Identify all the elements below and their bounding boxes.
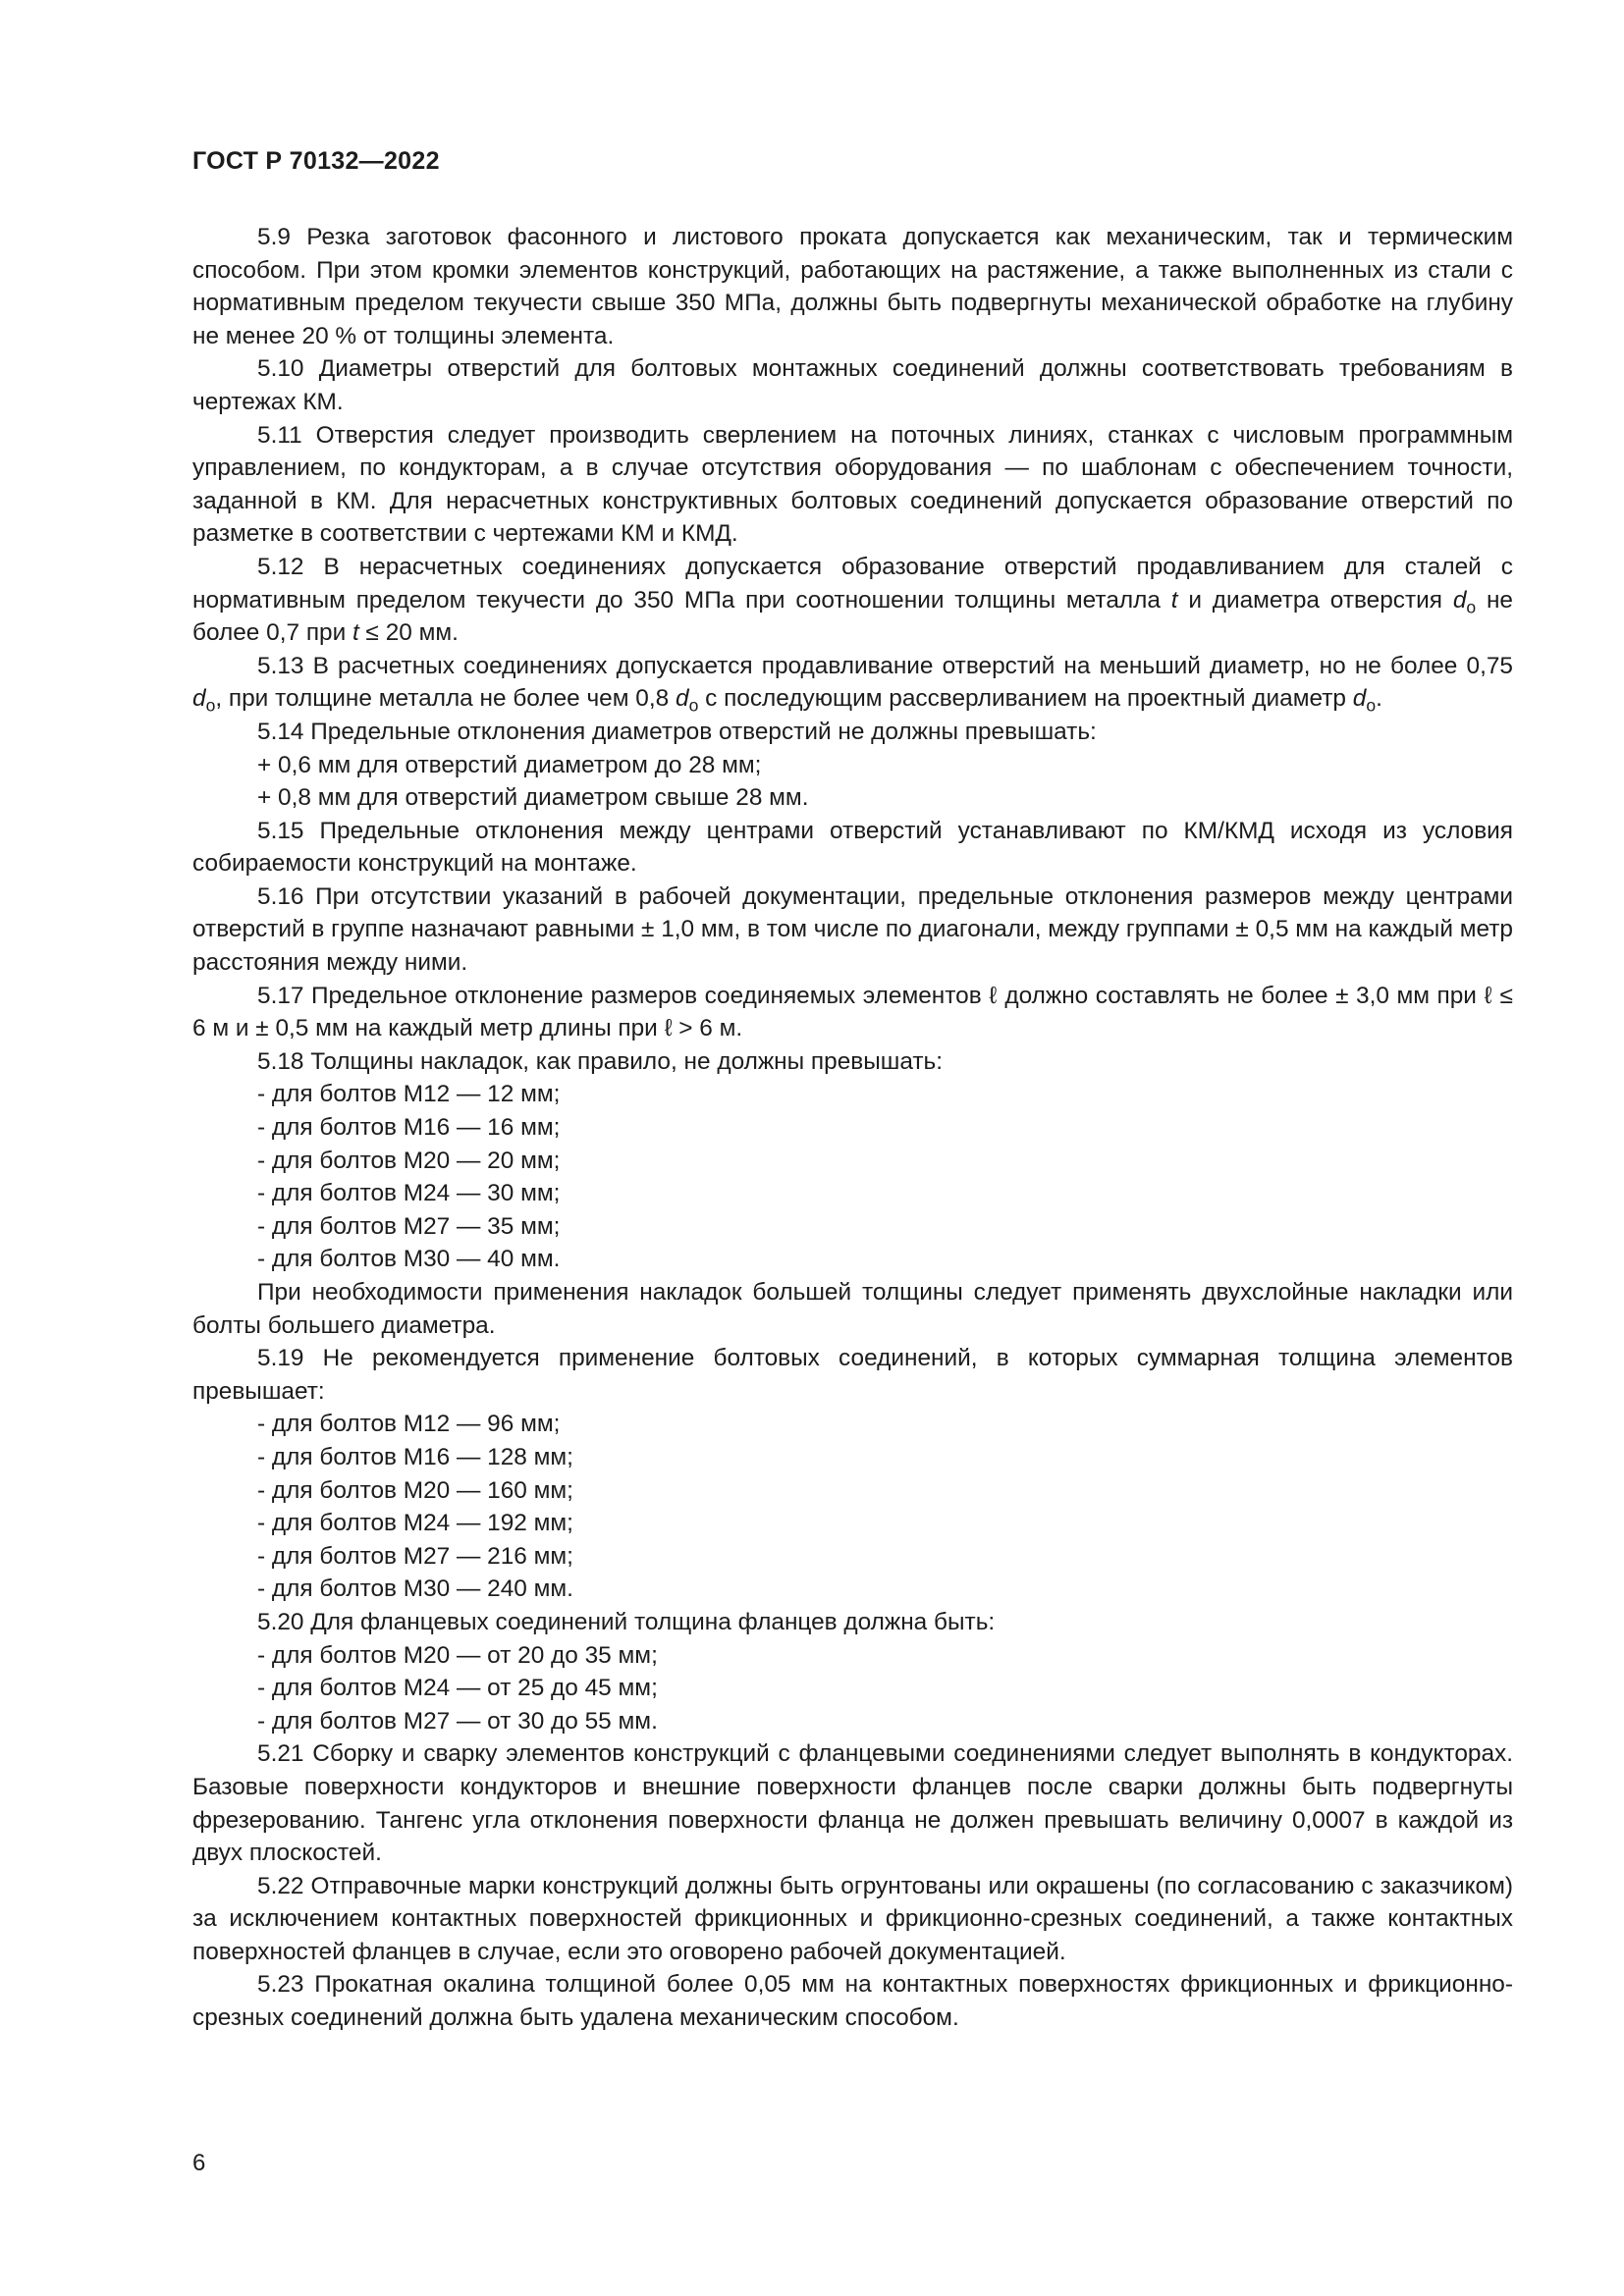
document-body (192, 221, 1513, 2035)
text-run: 5.19 Не рекомендуется применение болтовых соединений, в которых суммарная толщина элементов превышает: (192, 1345, 1513, 1405)
italic-symbol: d (1352, 685, 1367, 713)
paragraph (192, 352, 1513, 418)
list-item (192, 1177, 1513, 1210)
text-run: , при толщине металла не более чем 0,8 (215, 685, 676, 713)
list-item (192, 1474, 1513, 1508)
text-run: 5.21 Сборку и сварку элементов конструкций с фланцевыми соединениями следует выполнять в кондукторах. Базовые поверхности кондукторов и внешние поверхности фланцев после сварки должны быть подвергнуты фрезерованию. Тангенс угла отклонения поверхности фланца не должен превышать величину 0,0007 в каждой из двух плоскостей. (192, 1740, 1513, 1867)
text-run: 5.17 Предельное отклонение размеров соединяемых элементов ℓ должно составлять не более ± 3,0 мм при ℓ ≤ 6 м и ± 0,5 мм на каждый метр длины при ℓ > 6 м. (192, 982, 1513, 1042)
text-run: - для болтов М27 — от 30 до 55 мм. (257, 1707, 658, 1735)
list-item (192, 749, 1513, 782)
text-run: - для болтов М12 — 96 мм; (257, 1411, 561, 1438)
text-run: - для болтов М24 — 192 мм; (257, 1510, 573, 1537)
text-run: и диаметра отверстия (1177, 586, 1453, 614)
text-run: - для болтов М27 — 35 мм; (257, 1212, 561, 1240)
paragraph (192, 1045, 1513, 1079)
paragraph (192, 221, 1513, 352)
italic-symbol: d (675, 685, 689, 713)
text-run: - для болтов М12 — 12 мм; (257, 1081, 561, 1108)
paragraph (192, 1606, 1513, 1639)
list-item (192, 1111, 1513, 1145)
text-run: + 0,8 мм для отверстий диаметром свыше 28 мм. (257, 784, 809, 812)
text-run: + 0,6 мм для отверстий диаметром до 28 мм; (257, 751, 762, 778)
text-run: 5.12 В нерасчетных соединениях допускается образование отверстий продавливанием для сталей с нормативным пределом текучести до 350 МПа при соотношении толщины металла (192, 553, 1513, 614)
text-run: - для болтов М20 — 20 мм; (257, 1147, 561, 1174)
subscript-text: o (1366, 695, 1377, 716)
list-item (192, 1573, 1513, 1606)
list-item (192, 1705, 1513, 1738)
subscript-text: o (1466, 596, 1477, 616)
text-run: - для болтов М24 — 30 мм; (257, 1180, 561, 1207)
text-run: 5.16 При отсутствии указаний в рабочей документации, предельные отклонения размеров между центрами отверстий в группе назначают равными ± 1,0 мм, в том числе по диагонали, между группами ± 0,5 мм на каждый метр расстояния между ними. (192, 882, 1513, 977)
text-run: - для болтов М20 — 160 мм; (257, 1476, 573, 1504)
text-run: 5.11 Отверстия следует производить сверлением на поточных линиях, станках с числовым программным управлением, по кондукторам, а в случае отсутствия оборудования — по шаблонам с обеспечением точности, заданной в КМ. Для нерасчетных конструктивных болтовых соединений допускается образование отверстий по разметке в соответствии с чертежами КМ и КМД. (192, 421, 1513, 548)
paragraph (192, 551, 1513, 650)
paragraph (192, 1737, 1513, 1869)
italic-symbol: d (192, 685, 206, 713)
text-run: . (1376, 685, 1382, 713)
page-number: 6 (192, 2150, 206, 2176)
text-run: При необходимости применения накладок большей толщины следует применять двухслойные накладки или болты большего диаметра. (192, 1279, 1513, 1339)
paragraph (192, 1968, 1513, 2034)
paragraph (192, 716, 1513, 749)
paragraph (192, 419, 1513, 551)
text-run: 5.18 Толщины накладок, как правило, не должны превышать: (257, 1047, 944, 1075)
text-run: - для болтов М16 — 16 мм; (257, 1114, 561, 1142)
text-run: с последующим рассверливанием на проектный диаметр (698, 685, 1353, 713)
list-item (192, 1540, 1513, 1574)
subscript-text: o (688, 695, 699, 716)
subscript-text: o (205, 695, 216, 716)
text-run: не более 0,7 при (192, 586, 1513, 647)
italic-symbol: t (1170, 586, 1178, 614)
text-run: - для болтов М20 — от 20 до 35 мм; (257, 1641, 658, 1669)
document-header: ГОСТ Р 70132—2022 (192, 147, 440, 175)
paragraph (192, 1870, 1513, 1969)
list-item (192, 1243, 1513, 1276)
text-run: ≤ 20 мм. (358, 619, 459, 647)
text-run: 5.10 Диаметры отверстий для болтовых монтажных соединений должны соответствовать требованиям в чертежах КМ. (192, 355, 1513, 415)
italic-symbol: t (352, 619, 359, 647)
text-run: 5.15 Предельные отклонения между центрами отверстий устанавливают по КМ/КМД исходя из условия собираемости конструкций на монтаже. (192, 817, 1513, 878)
list-item (192, 1210, 1513, 1244)
text-run: 5.9 Резка заготовок фасонного и листового проката допускается как механическим, так и термическим способом. При этом кромки элементов конструкций, работающих на растяжение, а также выполненных из стали с нормативным пределом текучести свыше 350 МПа, должны быть подвергнуты механической обработке на глубину не менее 20 % от толщины элемента. (192, 224, 1513, 349)
text-run: 5.22 Отправочные марки конструкций должны быть огрунтованы или окрашены (по согласованию с заказчиком) за исключением контактных поверхностей фрикционных и фрикционно-срезных соединений, а также контактных поверхностей фланцев в случае, если это оговорено рабочей документацией. (192, 1872, 1513, 1965)
paragraph (192, 881, 1513, 980)
list-item (192, 1408, 1513, 1441)
text-run: 5.20 Для фланцевых соединений толщина фланцев должна быть: (257, 1608, 996, 1635)
paragraph (192, 1276, 1513, 1342)
paragraph (192, 650, 1513, 716)
list-item (192, 1639, 1513, 1673)
text-run: - для болтов М30 — 40 мм. (257, 1246, 561, 1273)
list-item (192, 1441, 1513, 1474)
text-run: - для болтов М27 — 216 мм; (257, 1542, 573, 1570)
list-item (192, 1078, 1513, 1111)
text-run: - для болтов М16 — 128 мм; (257, 1443, 573, 1470)
paragraph (192, 1342, 1513, 1408)
text-run: 5.14 Предельные отклонения диаметров отверстий не должны превышать: (257, 718, 1097, 745)
text-run: - для болтов М30 — 240 мм. (257, 1575, 573, 1603)
list-item (192, 1672, 1513, 1705)
list-item (192, 1507, 1513, 1540)
italic-symbol: d (1452, 586, 1467, 614)
paragraph (192, 815, 1513, 881)
text-run: 5.23 Прокатная окалина толщиной более 0,05 мм на контактных поверхностях фрикционных и фрикционно-срезных соединений должна быть удалена механическим способом. (192, 1971, 1513, 2032)
paragraph (192, 980, 1513, 1045)
list-item (192, 781, 1513, 815)
text-run: - для болтов М24 — от 25 до 45 мм; (257, 1675, 658, 1702)
text-run: 5.13 В расчетных соединениях допускается продавливание отверстий на меньший диаметр, но не более 0,75 (257, 652, 1513, 679)
list-item (192, 1145, 1513, 1178)
